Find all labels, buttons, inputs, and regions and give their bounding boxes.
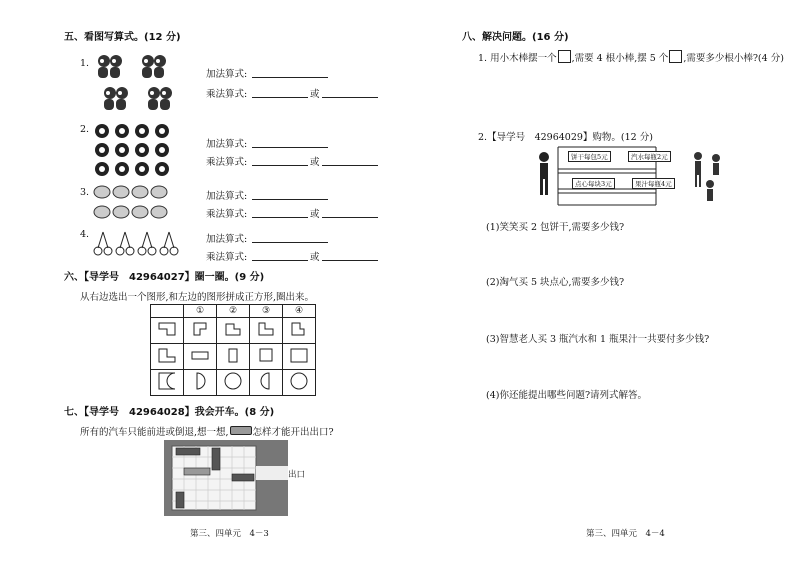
- item4-mul-blank-1[interactable]: [252, 260, 308, 261]
- item4-add-label: 加法算式:: [206, 234, 248, 245]
- subquestion-2: (2)淘气买 5 块点心,需要多少钱?: [486, 277, 625, 288]
- row1-option-2[interactable]: [217, 318, 250, 344]
- shape-grid: [150, 304, 316, 396]
- row2-option-2[interactable]: [217, 344, 250, 370]
- item3-or: 或: [310, 209, 320, 220]
- item3-mul-label: 乘法算式:: [206, 209, 248, 220]
- sign-juice: 果汁每瓶4元: [632, 178, 675, 189]
- row2-option-4[interactable]: [283, 344, 316, 370]
- section6-title: 六、【导学号 42964027】圈一圈。(9 分): [64, 272, 265, 283]
- cherries-picture: [92, 228, 182, 261]
- q1-text-c: ,需要多少根小棒?(4 分): [683, 53, 784, 64]
- item4-mul-label: 乘法算式:: [206, 252, 248, 263]
- highlighted-car-icon: [230, 426, 252, 435]
- customers-illustration: [690, 150, 730, 209]
- section8-title: 八、解决问题。(16 分): [462, 32, 569, 43]
- grid-header-2: ②: [217, 305, 250, 318]
- item3-add-blank[interactable]: [252, 199, 328, 200]
- section6-instruction: 从右边选出一个图形,和左边的图形拼成正方形,圈出来。: [80, 292, 315, 303]
- question1: [478, 50, 784, 64]
- question2-title: 2.【导学号 42964029】购物。(12 分): [478, 132, 653, 143]
- sign-biscuit: 饼干每包5元: [568, 151, 611, 162]
- grid-header-1: ①: [184, 305, 217, 318]
- item4-or: 或: [310, 252, 320, 263]
- item1-mul-blank-1[interactable]: [252, 97, 308, 98]
- birds-picture: [92, 184, 182, 225]
- item2-add-blank[interactable]: [252, 147, 328, 148]
- square-icon: [669, 50, 682, 63]
- row1-option-1[interactable]: [184, 318, 217, 344]
- grid-header-row: [151, 305, 316, 318]
- left-footer: 第三、四单元 4－3: [190, 529, 269, 539]
- right-footer: 第三、四单元 4－4: [586, 529, 665, 539]
- item1-add-label: 加法算式:: [206, 69, 248, 80]
- subquestion-4: (4)你还能提出哪些问题?请列式解答。: [486, 390, 648, 401]
- row3-target-shape: [151, 370, 184, 396]
- item2-mul-label: 乘法算式:: [206, 157, 248, 168]
- grid-header-4: ④: [283, 305, 316, 318]
- item2-number: 2.: [80, 124, 90, 135]
- monkeys-picture: [92, 52, 188, 117]
- sign-soda: 汽水每瓶2元: [628, 151, 671, 162]
- item3-number: 3.: [80, 187, 90, 198]
- parking-lot-map: [164, 440, 288, 519]
- subquestion-1: (1)笑笑买 2 包饼干,需要多少钱?: [486, 222, 625, 233]
- item1-add-blank[interactable]: [252, 77, 328, 78]
- item4-add-blank[interactable]: [252, 242, 328, 243]
- item3-add-label: 加法算式:: [206, 191, 248, 202]
- item3-mul-blank-2[interactable]: [322, 217, 378, 218]
- item1-mul-blank-2[interactable]: [322, 97, 378, 98]
- section7-instruction-b: 怎样才能开出出口?: [252, 427, 334, 438]
- row2-option-3[interactable]: [250, 344, 283, 370]
- row3-option-1[interactable]: [184, 370, 217, 396]
- section7-instruction-a: 所有的汽车只能前进或倒退,想一想,: [80, 427, 229, 438]
- row3-option-4[interactable]: [283, 370, 316, 396]
- row3-option-2[interactable]: [217, 370, 250, 396]
- item4-mul-blank-2[interactable]: [322, 260, 378, 261]
- grid-row-1: [151, 318, 316, 344]
- exit-label: 出口: [288, 470, 306, 480]
- item3-mul-blank-1[interactable]: [252, 217, 308, 218]
- row1-target-shape: [151, 318, 184, 344]
- sign-snack: 点心每块3元: [572, 178, 615, 189]
- grid-row-2: [151, 344, 316, 370]
- item2-mul-blank-2[interactable]: [322, 165, 378, 166]
- section7-instruction: [80, 424, 334, 438]
- row2-option-1[interactable]: [184, 344, 217, 370]
- row1-option-4[interactable]: [283, 318, 316, 344]
- item1-mul-label: 乘法算式:: [206, 89, 248, 100]
- q1-text-b: ,需要 4 根小棒,摆 5 个: [571, 53, 669, 64]
- square-icon: [558, 50, 571, 63]
- item4-number: 4.: [80, 229, 90, 240]
- grid-header-blank: [151, 305, 184, 318]
- grid-row-3: [151, 370, 316, 396]
- item2-add-label: 加法算式:: [206, 139, 248, 150]
- subquestion-3: (3)智慧老人买 3 瓶汽水和 1 瓶果汁一共要付多少钱?: [486, 334, 710, 345]
- row1-option-3[interactable]: [250, 318, 283, 344]
- row2-target-shape: [151, 344, 184, 370]
- q1-text-a: 1. 用小木棒摆一个: [478, 53, 557, 64]
- item2-or: 或: [310, 157, 320, 168]
- item2-mul-blank-1[interactable]: [252, 165, 308, 166]
- grid-header-3: ③: [250, 305, 283, 318]
- section5-title: 五、看图写算式。(12 分): [64, 32, 181, 43]
- section7-title: 七、【导学号 42964028】我会开车。(8 分): [64, 407, 275, 418]
- flowers-picture: [92, 122, 182, 181]
- item1-number: 1.: [80, 58, 90, 69]
- row3-option-3[interactable]: [250, 370, 283, 396]
- item1-or: 或: [310, 89, 320, 100]
